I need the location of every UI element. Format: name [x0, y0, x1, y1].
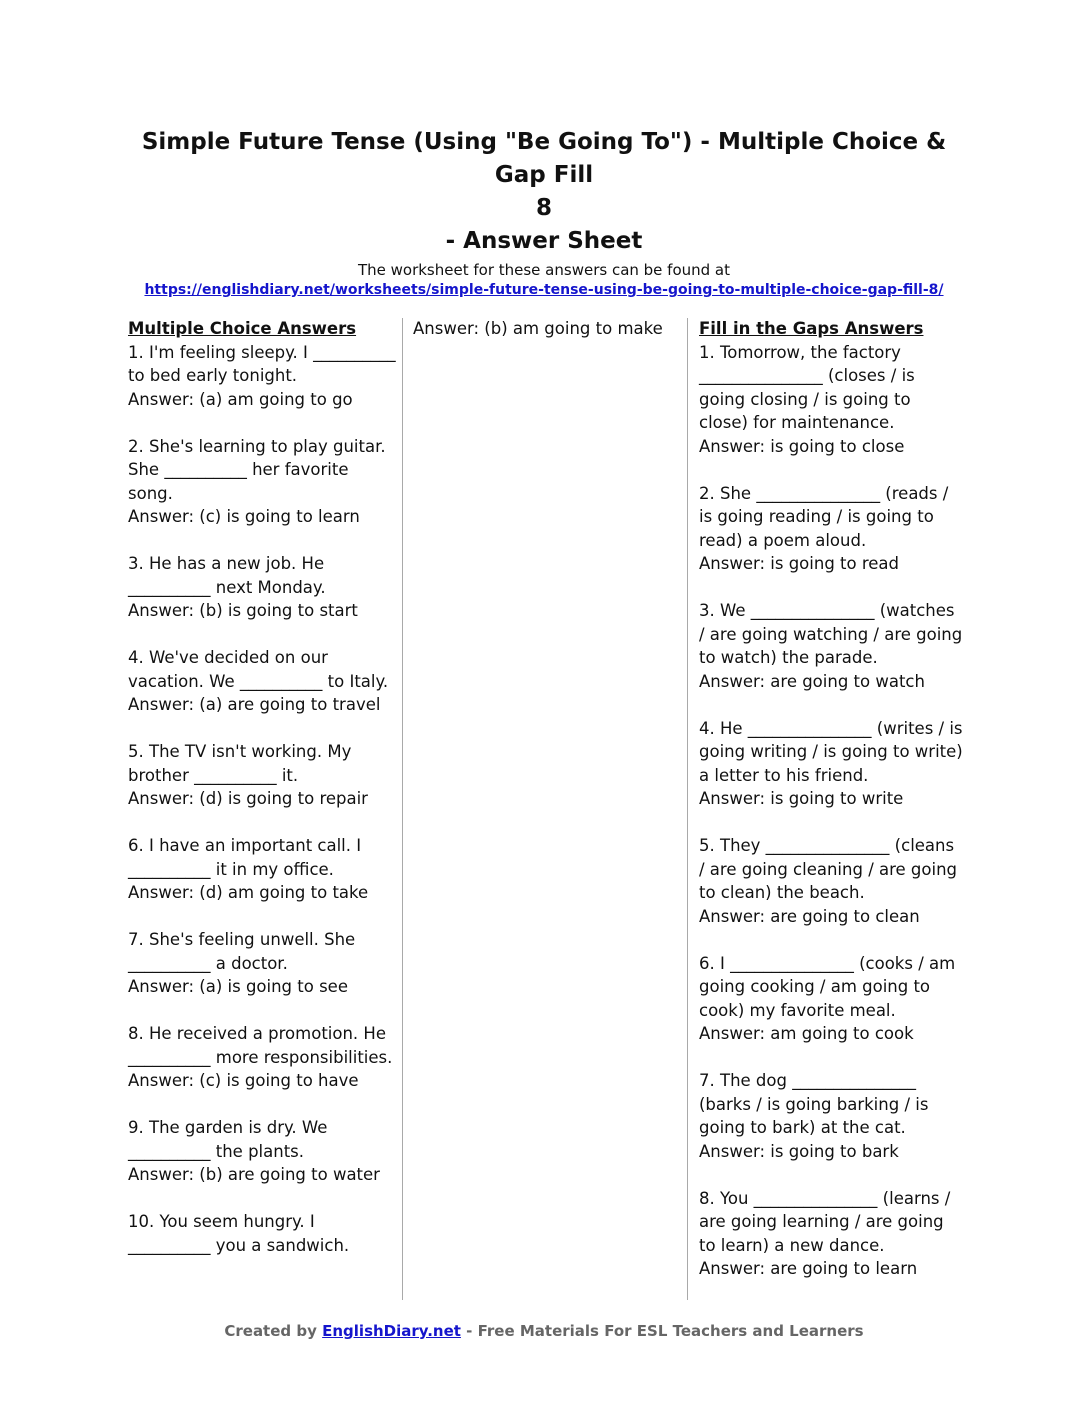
gap-item-8 [699, 1187, 964, 1281]
intro-text: The worksheet for these answers can be found at [357, 261, 731, 279]
gap-question: 5. They _______________ (cleans / are going cleaning / are going to clean) the beach. [699, 836, 958, 902]
mc-answer: Answer: (a) am going to go [128, 389, 353, 409]
gap-answer: Answer: is going to bark [699, 1141, 899, 1161]
gap-answer: Answer: are going to learn [699, 1259, 918, 1278]
footer-suffix: - Free Materials For ESL Teachers and Learners [466, 1322, 864, 1340]
multiple-choice-column [128, 317, 396, 1281]
gap-question: 6. I _______________ (cooks / am going cooking / am going to cook) my favorite meal. [699, 953, 956, 1020]
gap-item-6 [699, 952, 964, 1046]
mc-question: 9. The garden is dry. We __________ the plants. [128, 1118, 328, 1161]
mc-item-6 [128, 834, 396, 905]
mc-question: 10. You seem hungry. I __________ you a sandwich. [128, 1212, 350, 1255]
mc-item-9 [128, 1116, 396, 1187]
fill-gaps-title: Fill in the Gaps Answers [699, 319, 924, 338]
mc-answer: Answer: (b) are going to water [128, 1165, 380, 1184]
mc-answer: Answer: (a) are going to travel [128, 695, 381, 714]
gap-item-2 [699, 482, 964, 576]
gap-item-4 [699, 717, 964, 811]
footer-prefix: Created by [224, 1322, 317, 1340]
mc-question: 2. She's learning to play guitar. She __________ her favorite song. [128, 436, 386, 503]
mc-item-1 [128, 341, 396, 412]
multiple-choice-title: Multiple Choice Answers [128, 319, 357, 338]
mc-answer: Answer: (d) is going to repair [128, 789, 368, 808]
mc-answer: Answer: (c) is going to have [128, 1071, 359, 1090]
gap-question: 3. We _______________ (watches / are going watching / are going to watch) the parade. [699, 601, 963, 667]
title-line-3: - Answer Sheet [445, 228, 643, 254]
mc-question: 6. I have an important call. I __________ it in my office. [128, 836, 362, 879]
mc-answer: Answer: (c) is going to learn [128, 507, 360, 526]
mc-answer: Answer: (b) is going to start [128, 601, 358, 620]
column-divider-1 [402, 318, 403, 1300]
mc-answer: Answer: (a) is going to see [128, 977, 348, 996]
gap-question: 7. The dog _______________ (barks / is going barking / is going to bark) at the cat. [699, 1071, 929, 1137]
title-line-2: 8 [535, 195, 552, 221]
mc-question: 4. We've decided on our vacation. We __________ to Italy. [128, 648, 389, 691]
gap-answer: Answer: am going to cook [699, 1024, 914, 1043]
mc-item-7 [128, 928, 396, 999]
mc-item-2 [128, 435, 396, 529]
mc-answer: Answer: (d) am going to take [128, 883, 369, 902]
gap-answer: Answer: are going to watch [699, 671, 925, 691]
mc-answer: Answer: (b) am going to make [413, 319, 663, 338]
mc-question: 5. The TV isn't working. My brother __________ it. [128, 742, 352, 785]
mc-item-10 [128, 1210, 396, 1257]
gap-answer: Answer: is going to read [699, 554, 900, 573]
mc-item-3 [128, 552, 396, 623]
page-footer [0, 1322, 1088, 1340]
title-line-1: Simple Future Tense (Using "Be Going To") - Multiple Choice & Gap Fill [141, 129, 947, 188]
mc-question: 8. He received a promotion. He __________ more responsibilities. [128, 1024, 393, 1067]
footer-link[interactable]: EnglishDiary.net [322, 1322, 461, 1340]
column-divider-2 [687, 318, 688, 1300]
gap-question: 2. She _______________ (reads / is going reading / is going to read) a poem aloud. [699, 483, 949, 550]
gap-question: 8. You _______________ (learns / are going learning / are going to learn) a new dance. [699, 1188, 951, 1255]
mc-item-8 [128, 1022, 396, 1093]
mc-question: 1. I'm feeling sleepy. I __________ to bed early tonight. [128, 342, 396, 385]
gap-answer: Answer: is going to write [699, 789, 904, 808]
page-header [120, 126, 968, 300]
gap-answer: Answer: are going to clean [699, 906, 920, 926]
gap-item-3 [699, 599, 964, 693]
page-title [120, 126, 968, 258]
worksheet-link[interactable]: https://englishdiary.net/worksheets/simple-future-tense-using-be-going-to-multiple-choice-gap-fill-8/ [144, 282, 944, 298]
gap-question: 1. Tomorrow, the factory _______________ (closes / is going closing / is going to close) for maintenance. [699, 342, 915, 432]
mc-item-4 [128, 646, 396, 717]
fill-gaps-column [699, 317, 964, 1304]
gap-question: 4. He _______________ (writes / is going writing / is going to write) a letter to his friend. [699, 718, 963, 785]
gap-answer: Answer: is going to close [699, 436, 905, 456]
gap-item-1 [699, 341, 964, 459]
mc-question: 3. He has a new job. He __________ next Monday. [128, 554, 326, 597]
mc-item-5 [128, 740, 396, 811]
gap-item-7 [699, 1069, 964, 1163]
gap-item-5 [699, 834, 964, 928]
continuation-column [413, 317, 678, 341]
mc-question: 7. She's feeling unwell. She __________ a doctor. [128, 930, 356, 973]
